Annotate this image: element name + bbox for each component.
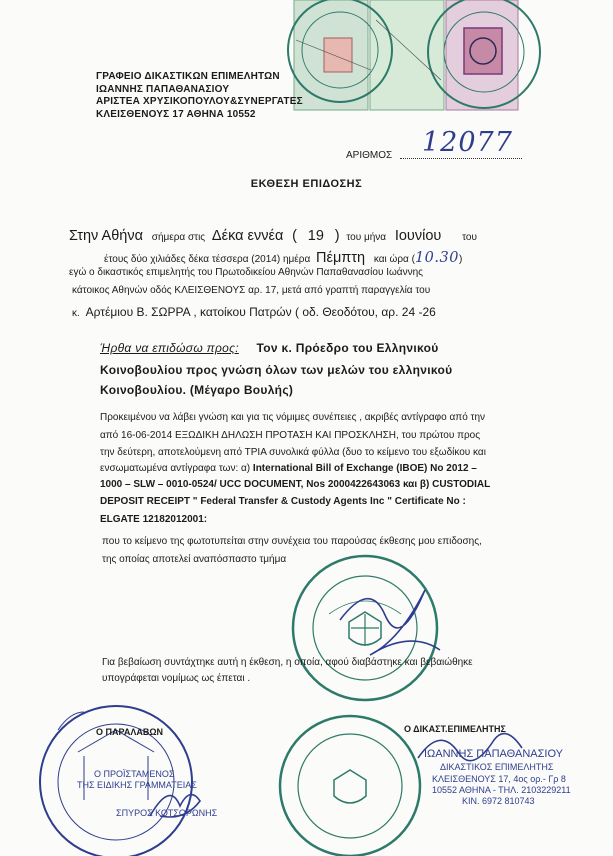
bailiff-stamp-address: ΚΛΕΙΣΘΕΝΟΥΣ 17, 4ος ορ.- Γρ 8 xyxy=(432,774,566,784)
p2-line2: Κοινοβουλίου προς γνώση όλων των μελών του ελληνικού xyxy=(100,363,453,377)
receiver-label: Ο ΠΑΡΑΛΑΒΩΝ xyxy=(96,727,164,737)
p1-requester: Αρτέμιου Β. ΣΩΡΡΑ , κατοίκου Πατρών ( οδ. Θεοδότου, αρ. 24 -26 xyxy=(85,305,436,319)
p1-month-label: του μήνα xyxy=(346,232,387,243)
p3-line7: ELGATE 12182012001: xyxy=(100,514,208,525)
bailiff-signature xyxy=(410,718,530,778)
p3-line3: την δεύτερη, αποτελούμενη από ΤΡΙΑ συνολικά φύλλα (δυο το κείμενο του εξωδίκου και xyxy=(100,447,486,458)
bailiff-stamp-name: ΙΩΑΝΝΗΣ ΠΑΠΑΘΑΝΑΣΙΟΥ xyxy=(424,748,564,760)
receiver-stamp-title: Ο ΠΡΟΪΣΤΑΜΕΝΟΣ xyxy=(94,769,175,779)
p1-line2 xyxy=(104,250,462,266)
number-label: ΑΡΙΘΜΟΣ xyxy=(346,150,393,161)
bailiff-stamp-phone: 10552 ΑΘΗΝΑ - ΤΗΛ. 2103229211 xyxy=(432,785,571,795)
p1-day-number: 19 xyxy=(307,228,324,244)
p2-line3: Κοινοβουλίου. (Μέγαρο Βουλής) xyxy=(100,383,294,397)
p1-line4: κάτοικος Αθηνών οδός ΚΛΕΙΣΘΕΝΟΥΣ αρ. 17, μετά από γραπτή παραγγελία του xyxy=(72,285,431,296)
p1-paren-close: ) xyxy=(334,228,340,244)
p4-line1: που το κείμενο της φωτοτυπείται στην συνέχεια του παρούσας έκθεσης μου επιδοσης, xyxy=(102,536,482,547)
p2-recipient: Τον κ. Πρόεδρο του Ελληνικού xyxy=(256,341,439,355)
p3-copies: ενσωματωμένα αντίγραφα των: α) xyxy=(100,463,251,474)
republic-seal-bottom xyxy=(270,704,430,856)
p2-served-to: Ήρθα να επιδώσω προς: xyxy=(100,341,239,355)
p1-year: έτους δύο χιλιάδες δέκα τέσσερα (2014) ημέρα xyxy=(104,254,311,265)
p1-day-words: Δέκα εννέα xyxy=(211,228,284,244)
header-address: ΚΛΕΙΣΘΕΝΟΥΣ 17 ΑΘΗΝΑ 10552 xyxy=(96,108,256,120)
p1-time-close: ) xyxy=(458,254,463,265)
receiver-stamp-name: ΣΠΥΡΟΣ ΚΟΤΣΟΡΩΝΗΣ xyxy=(116,808,218,818)
p3-line1: Προκειμένου να λάβει γνώση και για τις νόμιμες συνέπειες , ακριβές αντίγραφο από την xyxy=(100,412,486,423)
p3-line4 xyxy=(100,463,477,474)
p1-today: σήμερα στις xyxy=(151,232,206,243)
number-value: 12077 xyxy=(422,127,513,158)
p3-line2: από 16-06-2014 ΕΞΩΔΙΚΗ ΔΗΛΩΣΗ ΠΡΟΤΑΣΗ ΚΑΙ ΠΡΟΣΚΛΗΣΗ, του πρώτου προς xyxy=(100,430,481,441)
p1-mr: κ. xyxy=(72,308,80,319)
p1-line5 xyxy=(72,305,436,319)
office-header xyxy=(96,71,303,121)
p1-time-handwritten: 10.30 xyxy=(414,250,459,266)
p1-city: Στην Αθήνα xyxy=(69,228,143,244)
p3-line5: 1000 – SLW – 0010-0524/ UCC DOCUMENT, Nos 2000422643063 και β) CUSTODIAL xyxy=(100,479,491,490)
p1-time-label: και ώρα ( xyxy=(373,254,415,265)
number-dotted-line xyxy=(400,158,522,159)
p5-line1: Για βεβαίωση συντάχτηκε αυτή η έκθεση, η οποία, αφού διαβάστηκε και βεβαιώθηκε xyxy=(102,657,473,668)
p4-line2: της οποίας αποτελεί αναπόσπαστο τμήμα xyxy=(102,554,287,565)
header-partners: ΑΡΙΣΤΕΑ ΧΡΥΣΙΚΟΠΟΥΛΟΥ&ΣΥΝΕΡΓΑΤΕΣ xyxy=(96,96,303,107)
p5-line2: υπογράφεται νομίμως ως έπεται . xyxy=(102,673,251,684)
middle-signature xyxy=(330,560,450,670)
bailiff-label: Ο ΔΙΚΑΣΤ.ΕΠΙΜΕΛΗΤΗΣ xyxy=(404,724,506,734)
p3-iboe: International Bill of Exchange (IBOE) No 2012 – xyxy=(252,463,477,474)
header-office: ΓΡΑΦΕΙΟ ΔΙΚΑΣΤΙΚΩΝ ΕΠΙΜΕΛΗΤΩΝ xyxy=(96,71,280,82)
receiver-signature xyxy=(140,776,220,826)
header-name: ΙΩΑΝΝΗΣ ΠΑΠΑΘΑΝΑΣΙΟΥ xyxy=(96,83,230,95)
document-title: ΕΚΘΕΣΗ ΕΠΙΔΟΣΗΣ xyxy=(250,178,363,190)
p1-weekday: Πέμπτη xyxy=(316,250,366,266)
p1-month: Ιουνίου xyxy=(394,228,442,244)
p2-line1 xyxy=(100,341,438,355)
bailiff-stamp-mobile: ΚΙΝ. 6972 810743 xyxy=(462,796,535,806)
p1-line1 xyxy=(69,228,477,244)
bailiff-stamp-title: ΔΙΚΑΣΤΙΚΟΣ ΕΠΙΜΕΛΗΤΗΣ xyxy=(440,762,554,772)
revenue-stamps-area xyxy=(276,0,566,120)
p1-line3: εγώ ο δικαστικός επιμελητής του Πρωτοδικείου Αθηνών Παπαθανασίου Ιωάννης xyxy=(69,267,423,278)
p3-line6: DEPOSIT RECEIPT " Federal Transfer & Custody Agents Inc " Certificate No : xyxy=(100,496,466,507)
receiver-stamp-dept: ΤΗΣ ΕΙΔΙΚΗΣ ΓΡΑΜΜΑΤΕΙΑΣ xyxy=(77,780,197,790)
p1-of: του xyxy=(462,232,477,243)
p1-paren-open: ( xyxy=(292,228,297,244)
